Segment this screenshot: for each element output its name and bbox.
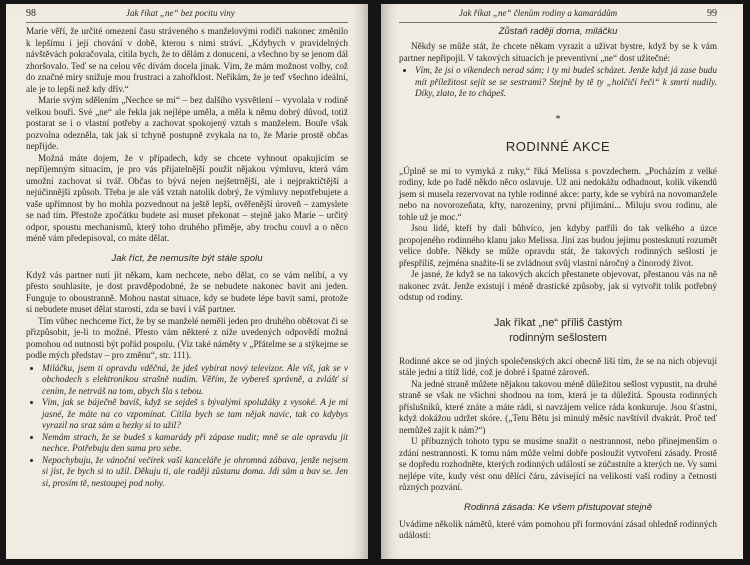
subsection-title-line-1: Jak říkat „ne“ příliš častým	[493, 316, 623, 329]
list-item: • Nemám strach, že se budeš s kamarády při zápase nudit; mně se ale opravdu jít nechce. Potřebuju den sama pro sebe.	[42, 432, 348, 455]
right-paragraph-2: „Úplně se mi to vymyká z ruky,“ říká Melissa s povzdechem. „Pocházím z velké rodiny, kde po řadě někdo něco oslavuje. Už ani nedokážu odhadnout, kolik víkendů jsem si musela rezervovat na tyhle rodinné akce: party, kde se vybírá na novomanžele nebo na novorozeňata, křty, narozeniny, první přijímání... Miluju svou rodinu, ale tohle už je moc.“	[399, 165, 717, 222]
right-italic-subheading: Zůstaň raději doma, miláčku	[498, 26, 618, 37]
left-paragraph-4: Když vás partner nutí jít někam, kam nechcete, nebo dělat, co se vám nelíbí, a vy přesto souhlasíte, je dost pravděpodobné, že se nebudete nakonec bavit ani jeden. Funguje to oboustranně. Mohou nastat situace, kdy se budete lépe bavit sami, protože si nebudete muset dělat starosti, zda se baví i váš partner.	[26, 269, 348, 314]
list-item: • Vím, jak se báječně bavíš, když se sejdeš s bývalými spolužáky z vysoké. A je mi jasné, že máte na co vzpomínat. Cítila bych se tam nějak navíc, tak co kdybys vyrazil na sraz sám a hezky si to užil?	[42, 397, 348, 432]
right-paragraph-3: Jsou lidé, kteří by dali bůhvíco, jen kdyby patřili do tak velkého a úzce propojeného rodinného klanu jako Melissa. Jiní zas budou jejímu postesknutí rozumět velice dobře. Někdy se může opravdu stát, že takových rodinných sešlostí je přespříliš, zejména snažíte-li se zvládnout svůj vlastní náročný a činorodý život.	[399, 223, 717, 268]
right-subheading: Rodinná zásada: Ke všem přistupovat stejně	[464, 501, 652, 513]
right-paragraph-6: Na jedné straně můžete nějakou takovou méně důležitou sešlost vypustit, na druhé straně se však ne všichni shodnou na tom, která je ta důležitá. Spousta rodinných příslušníků, které znáte a máte rádi, si navzájem velice ráda konkuruje. Jsou šťastní, když dokážou udržet skóre. („Tetu Bětu jsi minulý měsíc navštívil dvakrát. Proč teď nemůžeš zajít k nám?“)	[399, 378, 717, 435]
list-item: • Miláčku, jsem ti opravdu vděčná, že jdeš vybírat nový televizor. Ale víš, jak se v obchodech s elektronikou strašně nudím. Věřím, že vybereš správně, a zvlášť si cením, že netrváš na tom, abych šla s tebou.	[42, 363, 348, 398]
right-paragraph-1: Někdy se může stát, že chcete někam vyrazit a užívat bystre, když by se k vám partner nepřipojil. V takových situacích je preventivní „ne“ dost užitečné:	[399, 41, 717, 63]
right-paragraph-7: U příbuzných tohoto typu se musíme snažit o nestrannost, nebo přinejmenším o zdání nestrannosti. K tomu nám může velmi dobře posloužit vytvoření zásady. Prostě se dopředu rozhodněte, kterých rodinných událostí se zúčastníte a kterých ne. Vy sami nejlépe víte, kudy vést onu dělící čáru, závisející na velikosti vaší rodiny a četnosti různých pozvání.	[399, 436, 717, 492]
right-page-number: 99	[707, 8, 717, 19]
subsection-title	[399, 316, 717, 346]
left-paragraph-1: Marie věří, že určité omezení času stráveného s manželovými rodiči nakonec změnilo k lepšímu i její chování v době, kterou s nimi stráví. „Kdybych v pravidelných návštěvách pokračovala, cítila bych, že to dělám z donucení, a všechno by se jenom dál zhoršovalo. Teď se na celou věc dívám docela jinak. Vím, že mám možnost volby, což do značné míry snižuje mou frustraci a zahořklost. Neříkám, že je teď všechno ideální, ale je to lepší než kdy dřív.“	[26, 26, 348, 94]
left-running-title: Jak říkat „ne“ bez pocitu viny	[126, 8, 235, 18]
list-item: • Vím, že jsi o víkendech nerad sám; i ty mi budeš scházet. Jenže když já zase budu mít příležitost sejít se se sestrami? Stejně by tě ty „holčičí řeči“ k smrti nudily. Díky, zlato, že to chápeš.	[415, 65, 717, 100]
right-running-title: Jak říkat „ne“ členům rodiny a kamarádům	[459, 8, 618, 18]
right-paragraph-4: Je jasné, že když se na takových akcích přestanete objevovat, přestanou vás na ně nakonec zvát. Jenže existují i méně drastické způsoby, jak si vytvořit tolik potřebný odstup od rodiny.	[399, 269, 717, 302]
left-subheading: Jak říct, že nemusíte být stále spolu	[111, 252, 263, 264]
left-page-number: 98	[26, 8, 36, 19]
list-item: • Nepochybuju, že vánoční večírek vaší kanceláře je ohromná zábava, jenže nejsem si jist, že bych si to užil. Děkuju ti, ale raději zůstanu doma. Jdi sám a bav se. Jen si, prosím tě, nestoupej pod nohy.	[42, 455, 348, 490]
section-separator: *	[555, 113, 561, 125]
right-running-head	[399, 8, 717, 23]
left-page	[6, 4, 368, 559]
right-bullet-list	[399, 65, 717, 100]
section-title: RODINNÉ AKCE	[505, 138, 611, 154]
left-paragraph-3: Možná máte dojem, že v případech, kdy se chcete vyhnout opakujícím se nepříjemným situacím, je pro vás přijatelnější použít nějakou výmluvu, která vám umožní zachovat si tvář. Občas to bývá nejen nejšetrnější, ale i nejpraktičtější a nejúčinnější způsob. Třeba je ale váš vztah natolik dobrý, že výmluvy nepotřebujete a vaše upřímnost by ho mohla pozvednout na ještě lepší, ověřenější úroveň – zamyslete se nad tím. Přestože zpočátku budete asi muset překonat – stejně jako Marie – určitý odpor, spoustu mechanismů, který toho druhého přiměje, aby trochu couvl a o něco méně vám předepisoval, co máte dělat.	[26, 152, 348, 243]
subsection-title-line-2: rodinným sešlostem	[509, 331, 607, 344]
left-paragraph-5: Tím vůbec nechceme říct, že by se manželé neměli jeden pro druhého obětovat či se přizpůsobit, je-li to možné. Přesto vám některé z níže uvedených odpovědí možná pomohou od nutnosti být pořád pospolu. (Viz také náměty v „Přátelme se a stýkejme se podle mých představ – pro změnu“, str. 111).	[26, 315, 348, 360]
left-bullet-list	[26, 363, 348, 490]
right-paragraph-8: Uvádíme několik námětů, které vám pomohou při formování zásad ohledně rodinných událostí:	[399, 518, 717, 540]
left-running-head	[26, 8, 348, 23]
right-paragraph-5: Rodinné akce se od jiných společenských akcí obecně liší tím, že se na nich objevují stále jedni a titíž lidé, což je dobré i špatné zároveň.	[399, 355, 717, 377]
right-page	[381, 4, 743, 559]
left-paragraph-2: Marie svým sdělením „Nechce se mi“ – bez dalšího vysvětlení – vyvolala v rodině velkou bouři. Své „ne“ ale řekla jak nejlépe uměla, a měla k němu dobrý důvod, totiž postarat se i o vlastní potřeby a zachovat spokojený vztah s manželem. Bouře však pozvolna odezněla, tak jak si tchyně postupně zvykala na to, že Marie prostě občas nepřijde.	[26, 95, 348, 151]
